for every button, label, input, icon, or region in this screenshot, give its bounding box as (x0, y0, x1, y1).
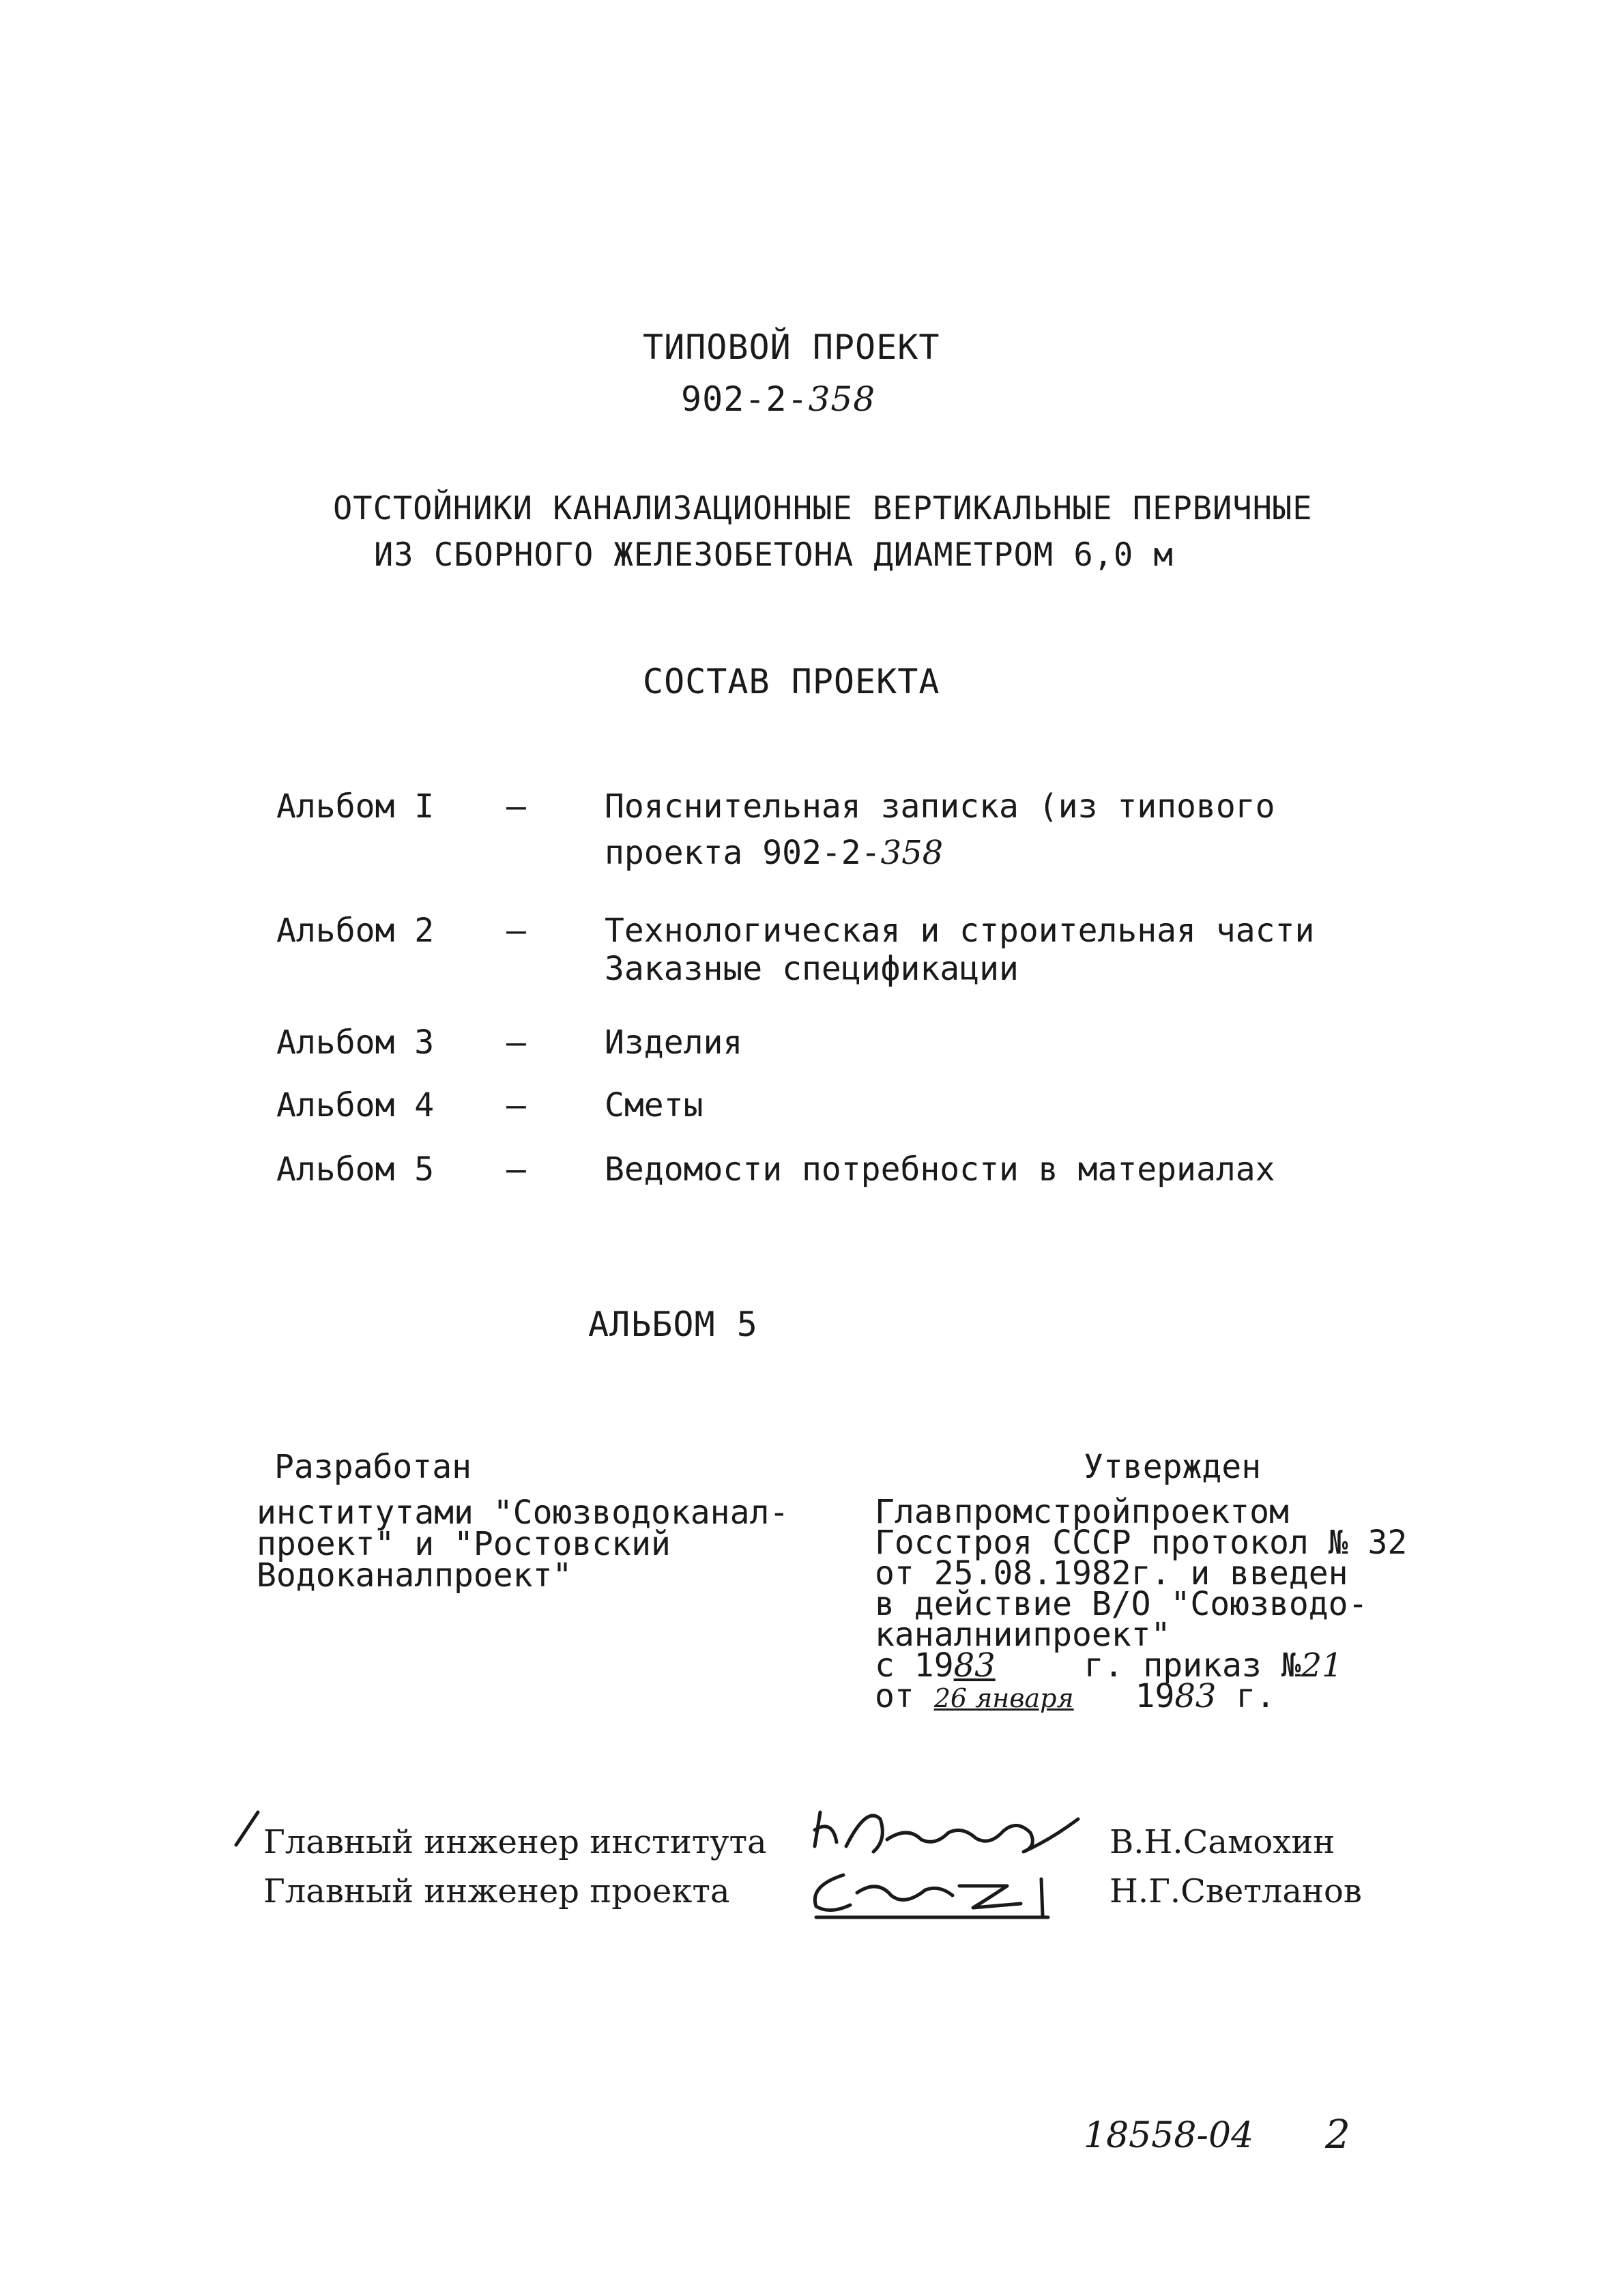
album-1-label: Альбом I (276, 787, 435, 826)
composition-heading: СОСТАВ ПРОЕКТА (643, 662, 940, 701)
approved-line-2: Госстроя СССР протокол № 32 (875, 1524, 1408, 1562)
date-year-handwritten: 83 (1174, 1677, 1217, 1715)
order-number-handwritten: 21 (1301, 1646, 1343, 1685)
date-handwritten: 26 января (933, 1683, 1074, 1713)
approved-line-5: каналниипроект" (875, 1616, 1171, 1654)
approved-line-4: в действие В/О "Союзводо- (875, 1585, 1368, 1623)
album-4-desc: Сметы (605, 1086, 704, 1124)
album-1-desc-line2 (605, 834, 943, 872)
order-prefix: с 19 (875, 1646, 954, 1685)
signature-name-1: В.Н.Самохин (1110, 1823, 1335, 1861)
order-mid: г. приказ № (1084, 1646, 1301, 1685)
album-4-dash: – (506, 1086, 526, 1124)
developed-line-2: проект" и "Ростовский (257, 1525, 671, 1563)
order-year-handwritten: 83 (953, 1646, 996, 1685)
title-line-1: ОТСТОЙНИКИ КАНАЛИЗАЦИОННЫЕ ВЕРТИКАЛЬНЫЕ ПЕРВИЧНЫЕ (333, 490, 1313, 527)
project-number (681, 379, 875, 419)
album-5-dash: – (506, 1150, 526, 1189)
signature-chief-engineer-institute (805, 1799, 1092, 1867)
project-number-printed: 902-2- (681, 379, 809, 419)
approved-label: Утвержден (1084, 1448, 1262, 1486)
date-suffix: г. (1236, 1677, 1276, 1715)
album-2-desc-line1: Технологическая и строительная части (605, 912, 1315, 950)
developed-line-3: Водоканалпроект" (257, 1556, 572, 1595)
project-type: ТИПОВОЙ ПРОЕКТ (643, 328, 940, 367)
tick-mark (232, 1809, 259, 1850)
inventory-number: 18558-04 (1084, 2115, 1254, 2156)
date-prefix: от (875, 1677, 914, 1715)
album-2-desc-line2: Заказные спецификации (605, 950, 1019, 988)
album-2-dash: – (506, 912, 526, 950)
album-1-dash: – (506, 787, 526, 826)
title-line-2: ИЗ СБОРНОГО ЖЕЛЕЗОБЕТОНА ДИАМЕТРОМ 6,0 м (374, 536, 1174, 574)
signature-chief-engineer-project (802, 1865, 1075, 1920)
album-3-desc: Изделия (605, 1023, 743, 1062)
album-5-desc: Ведомости потребности в материалах (605, 1150, 1275, 1189)
approved-text (875, 1493, 1408, 1715)
signature-role-1: Главный инженер института (263, 1823, 767, 1861)
date-year-prefix: 19 (1135, 1677, 1175, 1715)
album-4-label: Альбом 4 (276, 1086, 435, 1124)
album-3-label: Альбом 3 (276, 1023, 435, 1062)
album-5-label: Альбом 5 (276, 1150, 435, 1189)
page-number: 2 (1325, 2111, 1350, 2157)
album-1-desc-printed: проекта 902-2- (605, 834, 881, 872)
album-3-dash: – (506, 1023, 526, 1062)
album-1-desc-line1: Пояснительная записка (из типового (605, 787, 1275, 826)
approved-line-1: Главпромстройпроектом (875, 1493, 1289, 1531)
developed-line-1: институтами "Союзводоканал- (257, 1494, 789, 1532)
developed-text (257, 1494, 789, 1595)
signature-name-2: Н.Г.Светланов (1110, 1872, 1362, 1910)
album-2-label: Альбом 2 (276, 912, 435, 950)
approved-line-3: от 25.08.1982г. и введен (875, 1554, 1348, 1593)
current-album: АЛЬБОМ 5 (588, 1305, 758, 1344)
project-number-handwritten: 358 (808, 379, 876, 419)
album-1-desc-handwritten: 358 (880, 834, 944, 872)
approved-date-line (875, 1677, 1407, 1715)
signature-role-2: Главный инженер проекта (263, 1872, 730, 1910)
developed-label: Разработан (274, 1448, 472, 1486)
